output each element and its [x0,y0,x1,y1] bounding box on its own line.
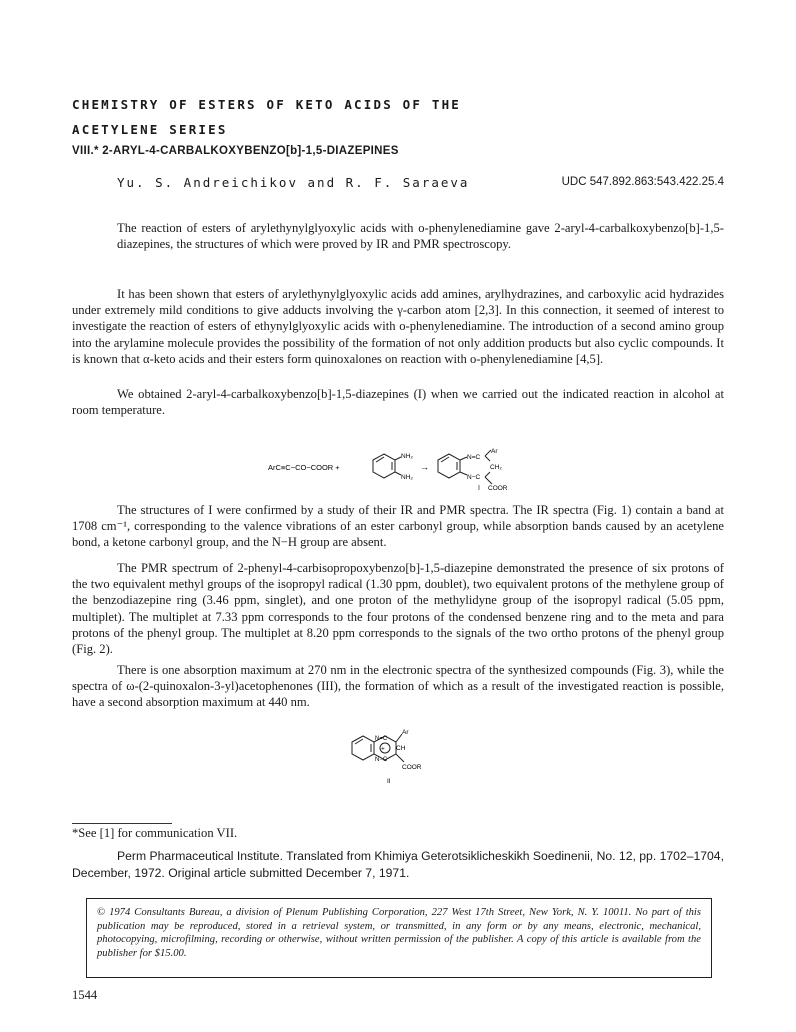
body-paragraph-3: The structures of I were confirmed by a study of their IR and PMR spectra. The IR spectra (Fig. 1) contain a band at 1708 cm⁻¹, corresponding to the valence vibrations of an ester carbonyl group, while absorption bands caused by an acetylene bond, a ketone carbonyl group, and the N−H group are absent. [72,503,724,550]
abstract: The reaction of esters of arylethynylglyoxylic acids with o-phenylenediamine gave 2-aryl-4-carbalkoxybenzo[b]-1,5-diazepines, the structures of which were proved by IR and PMR spectroscopy. [117,221,724,252]
structure-ii [340,728,460,790]
scheme-n-bottom: N−C [467,474,481,481]
reaction-scheme-drawing [260,448,560,496]
structure-ii-n-bottom: N−C [375,757,388,763]
scheme-n-top: N=C [467,454,481,461]
benzene-ring-reactant [373,454,401,478]
body-paragraph-4: The PMR spectrum of 2-phenyl-4-carbisopropoxybenzo[b]-1,5-diazepine demonstrated the presence of six protons of the two equivalent methyl groups of the isopropyl radical (1.30 ppm, doublet), two equivalent protons of the methylene group of the benzodiazepine ring (3.46 ppm, singlet), and one proton of the methylidyne group of the isopropyl radical (5.05 ppm, multiplet). The multiplet at 7.33 ppm corresponds to the four protons of the condensed benzene ring and to the meta and para protons of the phenyl group. The multiplet at 8.20 ppm corresponds to the signals of the two ortho protons of the phenyl group (Fig. 2). [72,561,724,657]
scheme-ch2: CH₂ [490,464,502,471]
structure-ii-ch: CH [396,745,406,752]
footnote: *See [1] for communication VII. [72,826,238,840]
authors: Yu. S. Andreichikov and R. F. Saraeva [117,175,470,190]
copyright-text: © 1974 Consultants Bureau, a division of Plenum Publishing Corporation, 227 West 17th Street, New York, N. Y. 10011. No part of this publication may be reproduced, stored in a retrieval system, or transmitted, in any form or by any means, electronic, mechanical, photocopying, microfilming, recording or otherwise, without written permission of the publisher. A copy of this article is available from the publisher for $15.00. [97,907,701,959]
footnote-rule [72,823,172,824]
paper-title-line-1: CHEMISTRY OF ESTERS OF KETO ACIDS OF THE [72,97,462,112]
affiliation: Perm Pharmaceutical Institute. Translated from Khimiya Geterotsiklicheskikh Soedinenii, No. 12, pp. 1702–1704, December, 1972. Original article submitted December 7, 1971. [72,849,724,880]
body-paragraph-5: There is one absorption maximum at 270 nm in the electronic spectra of the synthesized compounds (Fig. 3), while the spectra of ω-(2-quinoxalon-3-yl)acetophenones (III), the formation of which as a result of the investigated reaction is possible, have a second absorption maximum at 440 nm. [72,663,724,710]
scheme-ar: Ar [491,448,498,455]
page-number: 1544 [72,988,98,1002]
paper-subtitle: VIII.* 2-ARYL-4-CARBALKOXYBENZO[b]-1,5-DIAZEPINES [72,145,399,157]
structure-ii-coor: COOR [402,764,422,771]
compound-label-I: I [478,485,480,492]
scheme-coor: COOR [488,485,508,492]
paper-title-line-2: ACETYLENE SERIES [72,122,228,137]
scheme-nh2-bottom: NH₂ [401,474,413,481]
structure-ii-n-top: N=C [375,736,388,742]
structure-ii-ar: Ar [402,729,409,736]
compound-label-II: II [387,778,391,785]
benzodiazepine-ring [438,450,492,484]
scheme-arrow: → [420,462,429,472]
scheme-reactant: ArC≡C−CO−COOR + [268,463,340,472]
scheme-nh2-top: NH₂ [401,453,413,460]
reaction-scheme [260,448,560,500]
structure-ii-drawing [340,728,460,786]
copyright-box [86,898,712,978]
body-paragraph-1: It has been shown that esters of arylethynylglyoxylic acids add amines, arylhydrazines, and carboxylic acid hydrazides under extremely mild conditions to give adducts involving the γ-carbon atom [2,3]. In this connection, it seemed of interest to investigate the reaction of esters of ethynylglyoxylic acids with o-phenylenediamine. The introduction of a second amino group into the arylamine molecule provides the possibility of the formation of not only addition products but also cyclic compounds. It is known that α-keto acids and their esters form quinoxalones on reaction with o-phenylenediamine [4,5]. [72,287,724,366]
udc-code: UDC 547.892.863:543.422.25.4 [561,176,724,188]
structure-ii-plus: + [381,745,385,753]
body-paragraph-2: We obtained 2-aryl-4-carbalkoxybenzo[b]-1,5-diazepines (I) when we carried out the indicated reaction in alcohol at room temperature. [72,387,724,418]
